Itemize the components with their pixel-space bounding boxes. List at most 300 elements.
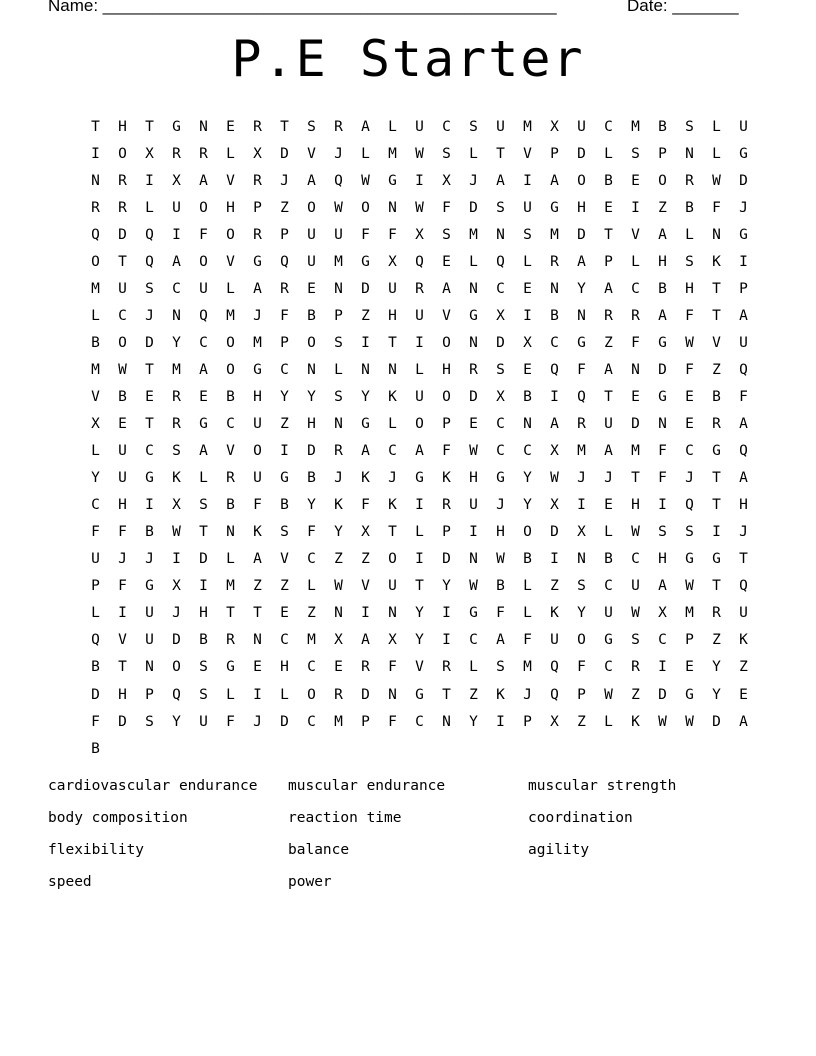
grid-letter: L: [226, 686, 235, 703]
grid-letter: Y: [307, 497, 316, 514]
grid-letter: E: [469, 416, 478, 433]
word-list-item: power: [288, 874, 332, 890]
grid-letter: P: [550, 145, 559, 162]
grid-letter: P: [253, 199, 262, 216]
grid-letter: M: [307, 632, 316, 649]
grid-letter: E: [226, 118, 235, 135]
grid-letter: B: [307, 307, 316, 324]
grid-letter: I: [712, 524, 721, 541]
grid-letter: I: [577, 497, 586, 514]
grid-letter: K: [388, 497, 397, 514]
grid-letter: S: [172, 443, 181, 460]
page-title: P.E Starter: [231, 30, 585, 88]
grid-letter: X: [172, 497, 181, 514]
grid-letter: E: [739, 686, 748, 703]
grid-letter: Z: [280, 416, 289, 433]
grid-letter: X: [550, 443, 559, 460]
grid-letter: B: [226, 388, 235, 405]
word-list: [48, 778, 768, 906]
grid-letter: M: [172, 361, 181, 378]
grid-letter: O: [442, 334, 451, 351]
grid-letter: F: [361, 497, 370, 514]
grid-letter: U: [604, 605, 613, 622]
grid-letter: S: [631, 145, 640, 162]
grid-letter: O: [253, 443, 262, 460]
grid-letter: P: [739, 280, 748, 297]
grid-letter: D: [469, 199, 478, 216]
grid-letter: N: [226, 524, 235, 541]
grid-letter: I: [523, 172, 532, 189]
grid-letter: C: [496, 443, 505, 460]
grid-letter: C: [307, 551, 316, 568]
grid-letter: S: [145, 713, 154, 730]
grid-letter: Z: [280, 578, 289, 595]
grid-letter: W: [685, 578, 694, 595]
grid-letter: M: [631, 443, 640, 460]
grid-letter: H: [388, 307, 397, 324]
grid-letter: S: [145, 280, 154, 297]
grid-letter: O: [118, 145, 127, 162]
grid-letter: N: [91, 172, 100, 189]
grid-letter: R: [631, 659, 640, 676]
grid-letter: L: [91, 443, 100, 460]
grid-letter: N: [361, 361, 370, 378]
grid-letter: O: [415, 416, 424, 433]
grid-letter: U: [172, 199, 181, 216]
grid-letter: F: [658, 443, 667, 460]
grid-letter: A: [739, 307, 748, 324]
grid-letter: U: [415, 307, 424, 324]
grid-letter: O: [361, 199, 370, 216]
grid-letter: Z: [280, 199, 289, 216]
grid-letter: W: [631, 524, 640, 541]
grid-letter: P: [685, 632, 694, 649]
grid-letter: I: [442, 632, 451, 649]
grid-letter: T: [712, 280, 721, 297]
grid-letter: Q: [496, 253, 505, 270]
grid-letter: J: [577, 470, 586, 487]
grid-letter: W: [415, 199, 424, 216]
grid-letter: E: [199, 388, 208, 405]
grid-letter: S: [523, 226, 532, 243]
grid-letter: S: [442, 226, 451, 243]
grid-letter: W: [469, 443, 478, 460]
grid-letter: A: [496, 632, 505, 649]
grid-letter: F: [712, 199, 721, 216]
grid-letter: U: [577, 118, 586, 135]
grid-letter: X: [253, 145, 262, 162]
grid-letter: Q: [739, 361, 748, 378]
grid-letter: N: [712, 226, 721, 243]
grid-letter: B: [658, 118, 667, 135]
grid-letter: F: [91, 713, 100, 730]
grid-letter: U: [739, 605, 748, 622]
grid-letter: R: [334, 443, 343, 460]
grid-letter: R: [199, 145, 208, 162]
grid-letter: I: [658, 659, 667, 676]
grid-letter: N: [334, 280, 343, 297]
grid-letter: D: [280, 713, 289, 730]
grid-letter: F: [361, 226, 370, 243]
grid-letter: A: [604, 443, 613, 460]
grid-letter: S: [469, 118, 478, 135]
grid-letter: J: [253, 307, 262, 324]
grid-letter: L: [523, 605, 532, 622]
grid-letter: U: [388, 578, 397, 595]
grid-letter: H: [658, 551, 667, 568]
grid-letter: A: [739, 470, 748, 487]
word-list-item: muscular endurance: [288, 778, 446, 794]
grid-letter: I: [145, 497, 154, 514]
grid-letter: L: [523, 578, 532, 595]
grid-letter: L: [469, 145, 478, 162]
grid-letter: Y: [712, 659, 721, 676]
grid-letter: C: [307, 659, 316, 676]
grid-letter: Q: [199, 307, 208, 324]
grid-letter: A: [172, 253, 181, 270]
grid-letter: I: [91, 145, 100, 162]
grid-letter: B: [226, 497, 235, 514]
grid-letter: V: [712, 334, 721, 351]
grid-letter: R: [604, 307, 613, 324]
grid-letter: A: [604, 280, 613, 297]
grid-letter: Z: [550, 578, 559, 595]
grid-letter: V: [280, 551, 289, 568]
grid-letter: X: [577, 524, 586, 541]
grid-letter: V: [523, 145, 532, 162]
grid-letter: I: [172, 551, 181, 568]
grid-letter: G: [145, 470, 154, 487]
grid-letter: G: [226, 659, 235, 676]
grid-letter: U: [253, 416, 262, 433]
grid-letter: T: [604, 226, 613, 243]
grid-letter: K: [712, 253, 721, 270]
grid-letter: B: [685, 199, 694, 216]
grid-letter: C: [523, 443, 532, 460]
grid-letter: Y: [469, 713, 478, 730]
grid-letter: O: [91, 253, 100, 270]
grid-letter: O: [199, 199, 208, 216]
grid-letter: X: [334, 632, 343, 649]
grid-letter: Y: [712, 686, 721, 703]
word-list-item: speed: [48, 874, 92, 890]
name-field-label: Name: ________________________________________________: [48, 0, 557, 15]
grid-letter: C: [118, 307, 127, 324]
grid-letter: D: [361, 280, 370, 297]
grid-letter: A: [739, 713, 748, 730]
grid-letter: W: [334, 578, 343, 595]
grid-letter: Q: [550, 659, 559, 676]
grid-letter: A: [604, 361, 613, 378]
word-list-item: balance: [288, 842, 350, 858]
grid-letter: V: [226, 172, 235, 189]
grid-letter: Q: [91, 632, 100, 649]
grid-letter: Q: [739, 443, 748, 460]
grid-letter: L: [469, 253, 478, 270]
grid-letter: A: [577, 253, 586, 270]
grid-letter: K: [361, 470, 370, 487]
grid-letter: X: [172, 578, 181, 595]
grid-letter: W: [550, 470, 559, 487]
grid-letter: L: [415, 524, 424, 541]
grid-letter: J: [253, 713, 262, 730]
grid-letter: Z: [631, 686, 640, 703]
grid-letter: N: [469, 334, 478, 351]
grid-letter: O: [172, 659, 181, 676]
grid-letter: J: [145, 551, 154, 568]
grid-letter: F: [496, 605, 505, 622]
grid-letter: F: [685, 307, 694, 324]
grid-letter: C: [199, 334, 208, 351]
grid-letter: R: [712, 416, 721, 433]
grid-letter: U: [118, 443, 127, 460]
grid-letter: H: [118, 686, 127, 703]
grid-letter: W: [604, 686, 613, 703]
grid-letter: C: [550, 334, 559, 351]
grid-letter: O: [307, 199, 316, 216]
grid-letter: T: [253, 605, 262, 622]
grid-letter: M: [253, 334, 262, 351]
grid-letter: S: [577, 578, 586, 595]
grid-letter: J: [469, 172, 478, 189]
grid-letter: N: [253, 632, 262, 649]
grid-letter: Y: [172, 713, 181, 730]
grid-letter: N: [388, 686, 397, 703]
grid-letter: F: [388, 713, 397, 730]
grid-letter: J: [334, 470, 343, 487]
grid-letter: M: [91, 361, 100, 378]
grid-letter: F: [685, 361, 694, 378]
grid-letter: I: [361, 605, 370, 622]
grid-letter: L: [604, 524, 613, 541]
grid-letter: J: [523, 686, 532, 703]
grid-letter: Z: [307, 605, 316, 622]
grid-letter: Y: [172, 334, 181, 351]
grid-letter: Z: [334, 551, 343, 568]
grid-letter: H: [685, 280, 694, 297]
grid-letter: U: [118, 280, 127, 297]
grid-letter: F: [577, 361, 586, 378]
grid-letter: R: [685, 172, 694, 189]
grid-letter: R: [550, 253, 559, 270]
grid-letter: L: [712, 145, 721, 162]
grid-letter: S: [496, 361, 505, 378]
grid-letter: L: [631, 253, 640, 270]
grid-letter: W: [631, 605, 640, 622]
grid-letter: E: [685, 659, 694, 676]
grid-letter: L: [334, 361, 343, 378]
grid-letter: J: [604, 470, 613, 487]
grid-letter: H: [577, 199, 586, 216]
grid-letter: D: [361, 686, 370, 703]
grid-letter: F: [253, 497, 262, 514]
grid-letter: X: [91, 416, 100, 433]
grid-letter: E: [280, 605, 289, 622]
grid-letter: T: [712, 497, 721, 514]
grid-letter: I: [550, 551, 559, 568]
grid-letter: H: [631, 497, 640, 514]
grid-letter: F: [739, 388, 748, 405]
grid-letter: W: [658, 713, 667, 730]
grid-letter: I: [415, 497, 424, 514]
grid-letter: T: [415, 578, 424, 595]
grid-letter: B: [145, 524, 154, 541]
grid-letter: A: [658, 226, 667, 243]
grid-letter: X: [550, 497, 559, 514]
grid-letter: C: [442, 118, 451, 135]
grid-letter: Y: [577, 280, 586, 297]
grid-letter: R: [91, 199, 100, 216]
grid-letter: R: [118, 172, 127, 189]
word-list-item: agility: [528, 842, 590, 858]
grid-letter: K: [442, 470, 451, 487]
grid-letter: D: [496, 334, 505, 351]
grid-letter: Q: [550, 686, 559, 703]
grid-letter: I: [253, 686, 262, 703]
grid-letter: Y: [415, 632, 424, 649]
grid-letter: T: [91, 118, 100, 135]
grid-letter: V: [226, 443, 235, 460]
grid-letter: D: [739, 172, 748, 189]
grid-letter: B: [712, 388, 721, 405]
grid-letter: N: [577, 551, 586, 568]
grid-letter: O: [577, 172, 586, 189]
grid-letter: U: [307, 226, 316, 243]
grid-letter: V: [226, 253, 235, 270]
grid-letter: B: [199, 632, 208, 649]
grid-letter: T: [712, 470, 721, 487]
grid-letter: U: [253, 470, 262, 487]
grid-letter: B: [91, 334, 100, 351]
grid-letter: N: [577, 307, 586, 324]
grid-letter: P: [658, 145, 667, 162]
grid-letter: C: [280, 632, 289, 649]
grid-letter: F: [658, 470, 667, 487]
grid-letter: T: [604, 388, 613, 405]
grid-letter: B: [91, 740, 100, 757]
grid-letter: G: [415, 470, 424, 487]
grid-letter: L: [388, 416, 397, 433]
grid-letter: E: [442, 253, 451, 270]
grid-letter: G: [712, 443, 721, 460]
grid-letter: E: [523, 280, 532, 297]
grid-letter: K: [550, 605, 559, 622]
grid-letter: M: [523, 118, 532, 135]
grid-letter: T: [388, 524, 397, 541]
grid-letter: C: [604, 659, 613, 676]
grid-letter: I: [469, 524, 478, 541]
grid-letter: W: [172, 524, 181, 541]
word-list-item: reaction time: [288, 810, 402, 826]
grid-letter: J: [334, 145, 343, 162]
grid-letter: N: [334, 416, 343, 433]
grid-letter: A: [307, 172, 316, 189]
grid-letter: A: [415, 443, 424, 460]
grid-letter: R: [415, 280, 424, 297]
header: [48, 0, 748, 20]
grid-letter: Z: [469, 686, 478, 703]
grid-letter: U: [307, 253, 316, 270]
grid-letter: Z: [739, 659, 748, 676]
grid-letter: C: [496, 416, 505, 433]
grid-letter: D: [577, 226, 586, 243]
grid-letter: Y: [334, 524, 343, 541]
grid-letter: I: [415, 172, 424, 189]
grid-letter: B: [550, 307, 559, 324]
grid-letter: M: [334, 253, 343, 270]
grid-letter: W: [685, 334, 694, 351]
grid-letter: J: [118, 551, 127, 568]
grid-letter: T: [739, 551, 748, 568]
grid-letter: L: [415, 361, 424, 378]
grid-letter: O: [226, 226, 235, 243]
grid-letter: L: [91, 605, 100, 622]
grid-letter: S: [685, 118, 694, 135]
grid-letter: L: [307, 578, 316, 595]
grid-letter: S: [334, 388, 343, 405]
grid-letter: N: [388, 361, 397, 378]
grid-letter: R: [226, 632, 235, 649]
grid-letter: S: [334, 334, 343, 351]
grid-letter: Q: [577, 388, 586, 405]
grid-letter: Q: [280, 253, 289, 270]
grid-letter: A: [199, 172, 208, 189]
grid-letter: T: [712, 578, 721, 595]
grid-letter: B: [523, 551, 532, 568]
grid-letter: I: [415, 334, 424, 351]
grid-letter: D: [712, 713, 721, 730]
grid-letter: K: [631, 713, 640, 730]
grid-letter: G: [685, 551, 694, 568]
grid-letter: W: [685, 713, 694, 730]
grid-letter: I: [442, 605, 451, 622]
grid-letter: G: [469, 605, 478, 622]
date-field-label: Date: _______: [627, 0, 739, 15]
grid-letter: D: [658, 361, 667, 378]
grid-letter: B: [118, 388, 127, 405]
grid-letter: C: [631, 551, 640, 568]
grid-letter: F: [226, 713, 235, 730]
grid-letter: P: [280, 226, 289, 243]
grid-letter: Q: [334, 172, 343, 189]
grid-letter: U: [523, 199, 532, 216]
grid-letter: N: [685, 145, 694, 162]
grid-letter: D: [577, 145, 586, 162]
grid-letter: R: [253, 172, 262, 189]
grid-letter: F: [280, 307, 289, 324]
grid-letter: P: [361, 713, 370, 730]
word-list-item: body composition: [48, 810, 188, 826]
grid-letter: Z: [712, 632, 721, 649]
grid-letter: C: [280, 361, 289, 378]
grid-letter: G: [685, 686, 694, 703]
grid-letter: S: [307, 118, 316, 135]
grid-letter: I: [550, 388, 559, 405]
grid-letter: H: [226, 199, 235, 216]
grid-letter: Q: [685, 497, 694, 514]
grid-letter: C: [469, 632, 478, 649]
grid-letter: A: [550, 416, 559, 433]
grid-letter: E: [685, 416, 694, 433]
grid-letter: C: [91, 497, 100, 514]
grid-letter: X: [658, 605, 667, 622]
grid-letter: W: [118, 361, 127, 378]
grid-letter: P: [334, 307, 343, 324]
grid-letter: P: [442, 524, 451, 541]
grid-letter: I: [172, 226, 181, 243]
grid-letter: Q: [145, 226, 154, 243]
grid-letter: W: [496, 551, 505, 568]
